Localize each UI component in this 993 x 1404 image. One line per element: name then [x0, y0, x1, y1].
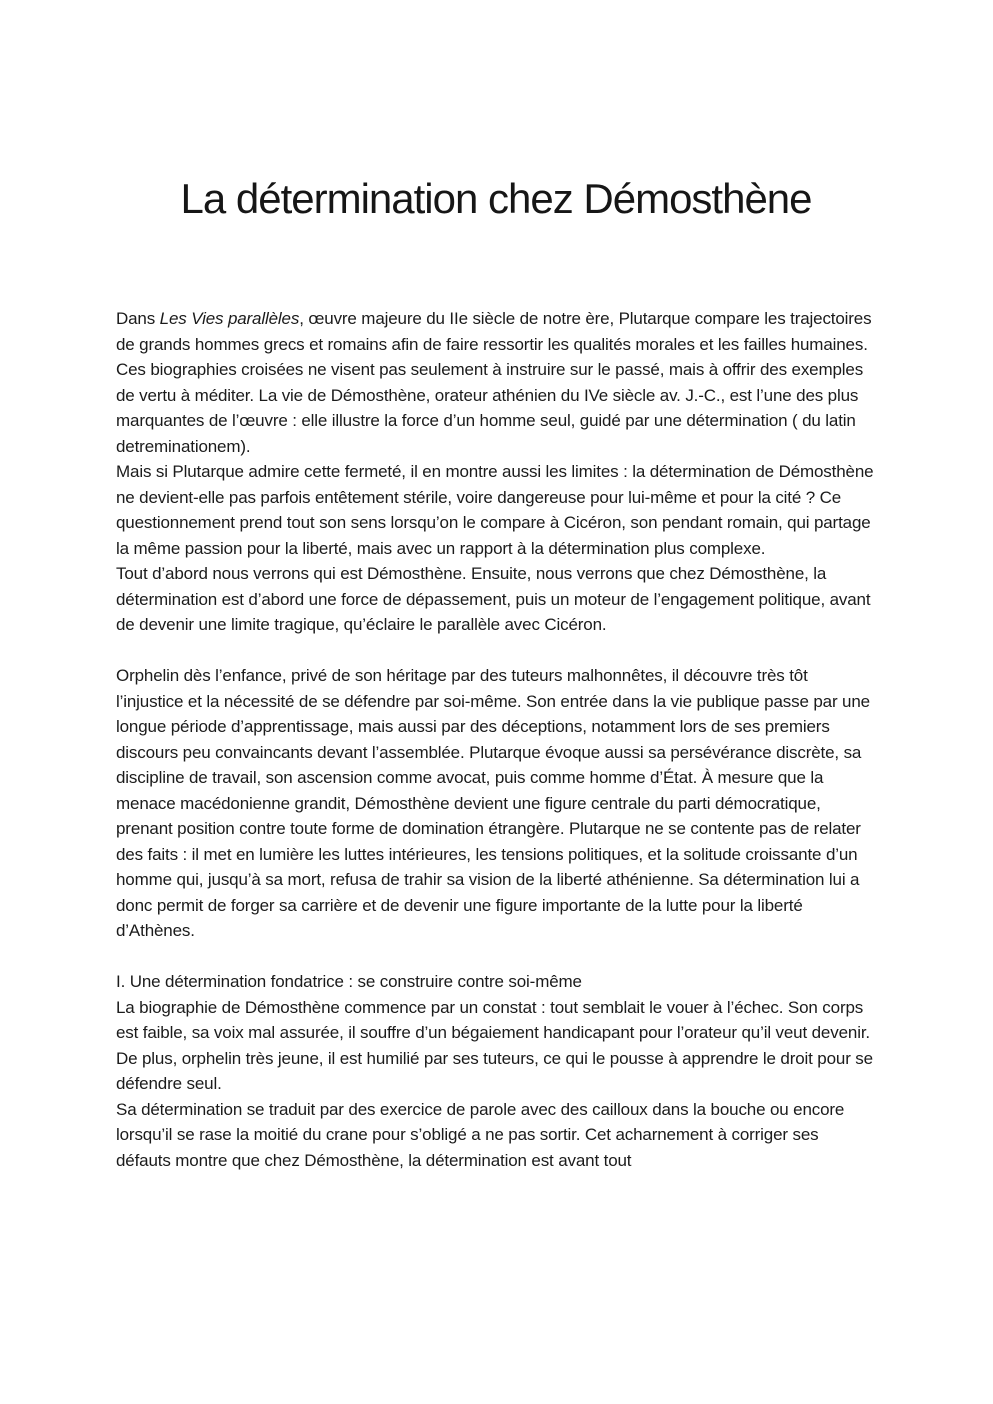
- paragraph: [116, 1097, 876, 1174]
- paragraph: [116, 995, 876, 1097]
- document-title: La détermination chez Démosthène: [180, 175, 812, 222]
- text-run: Orphelin dès l’enfance, privé de son héritage par des tuteurs malhonnêtes, il découvre très tôt l’injustice et la nécessité de se défendre par soi-même. Son entrée dans la vie publique passe par une longue période d’apprentissage, mais aussi par des déceptions, notamment lors de ses premiers discours peu convaincants devant l’assemblée. Plutarque évoque aussi sa persévérance discrète, sa discipline de travail, son ascension comme avocat, puis comme homme d’État. À mesure que la menace macédonienne grandit, Démosthène devient une figure centrale du parti démocratique, prenant position contre toute forme de domination étrangère. Plutarque ne se contente pas de relater des faits : il met en lumière les luttes intérieures, les tensions politiques, et la solitude croissante d’un homme qui, jusqu’à sa mort, refusa de trahir sa vision de la liberté athénienne. Sa détermination lui a donc permit de forger sa carrière et de devenir une figure importante de la lutte pour la liberté d’Athènes.: [116, 666, 870, 941]
- text-run: La biographie de Démosthène commence par un constat : tout semblait le vouer à l’échec. Son corps est faible, sa voix mal assurée, il souffre d’un bégaiement handicapant pour l’orateur qu’il veut devenir. De plus, orphelin très jeune, il est humilié par ses tuteurs, ce qui le pousse à apprendre le droit pour se défendre seul.: [116, 997, 873, 1094]
- text-run: Dans: [116, 309, 160, 329]
- section-heading: [116, 969, 876, 995]
- text-run: Sa détermination se traduit par des exercice de parole avec des cailloux dans la bouche ou encore lorsqu’il se rase la moitié du crane pour s’obligé a ne pas sortir. Cet acharnement à corriger ses défauts montre que chez Démosthène, la détermination est avant tout: [116, 1099, 845, 1170]
- text-run: Mais si Plutarque admire cette fermeté, il en montre aussi les limites : la détermination de Démosthène ne devient-elle pas parfois entêtement stérile, voire dangereuse pour lui-même et pour la cité ? Ce questionnement prend tout son sens lorsqu’on le compare à Cicéron, son pendant romain, qui partage la même passion pour la liberté, mais avec un rapport à la détermination plus complexe.: [116, 462, 874, 558]
- text-run: Tout d’abord nous verrons qui est Démosthène. Ensuite, nous verrons que chez Démosthène, la détermination est d’abord une force de dépassement, puis un moteur de l’engagement politique, avant de devenir une limite tragique, qu’éclaire le parallèle avec Cicéron.: [116, 564, 871, 635]
- italic-text-run: Les Vies parallèles: [159, 309, 300, 329]
- text-run: , œuvre majeure du IIe siècle de notre ère, Plutarque compare les trajectoires de grands hommes grecs et romains afin de faire ressortir les qualités morales et les failles humaines. Ces biographies croisées ne visent pas seulement à instruire sur le passé, mais à offrir des exemples de vertu à méditer. La vie de Démosthène, orateur athénien du IVe siècle av. J.-C., est l’une des plus marquantes de l’œuvre : elle illustre la force d’un homme seul, guidé par une détermination ( du latin detreminationem).: [116, 309, 872, 456]
- document-body: [116, 306, 876, 1173]
- paragraph: [116, 663, 876, 944]
- paragraph: [116, 459, 876, 561]
- paragraph: [116, 306, 876, 459]
- paragraph: [116, 561, 876, 638]
- text-run: I. Une détermination fondatrice : se construire contre soi-même: [116, 972, 582, 992]
